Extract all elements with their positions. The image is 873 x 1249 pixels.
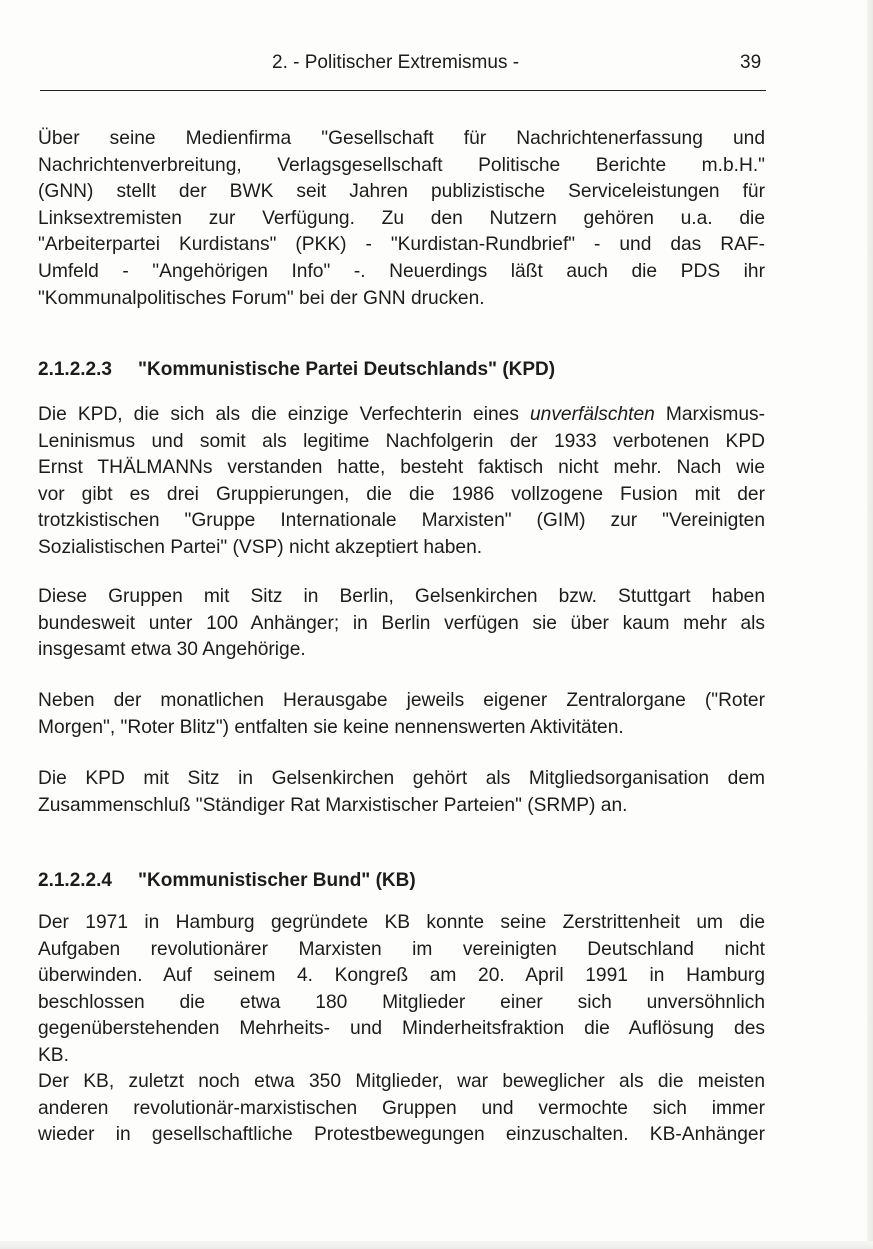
text-line: Diese Gruppen mit Sitz in Berlin, Gelsenkirchen bzw. Stuttgart haben xyxy=(38,586,765,607)
page-edge-shadow xyxy=(867,0,873,1249)
text-line: anderen revolutionär-marxistischen Gruppen und vermochte sich immer xyxy=(38,1097,765,1119)
paragraph-gnn xyxy=(38,126,765,312)
text-line: Sozialistischen Partei" (VSP) nicht akzeptiert haben. xyxy=(38,536,483,558)
text-line: KB. xyxy=(38,1044,69,1066)
header-rule xyxy=(40,90,766,91)
section-number: 2.1.2.2.3 xyxy=(38,359,112,380)
section-heading-kb xyxy=(38,870,416,892)
text-line: Neben der monatlichen Herausgabe jeweils eigener Zentralorgane ("Roter xyxy=(38,690,765,711)
text-line: Über seine Medienfirma "Gesellschaft für Nachrichtenerfassung und xyxy=(38,128,765,149)
text-line: bundesweit unter 100 Anhänger; in Berlin verfügen sie über kaum mehr als xyxy=(38,612,765,634)
text-line: beschlossen die etwa 180 Mitglieder einer sich unversöhnlich xyxy=(38,991,765,1013)
text-line: wieder in gesellschaftliche Protestbewegungen einzuschalten. KB-Anhänger xyxy=(38,1124,765,1146)
section-heading-kpd xyxy=(38,359,555,381)
text-run: Marxismus- xyxy=(665,404,765,425)
text-line: Nachrichtenverbreitung, Verlagsgesellschaft Politische Berichte m.b.H." xyxy=(38,154,765,176)
paragraph-srmp xyxy=(38,766,765,819)
text-line: Der 1971 in Hamburg gegründete KB konnte seine Zerstrittenheit um die xyxy=(38,912,765,933)
text-line: "Arbeiterpartei Kurdistans" (PKK) - "Kurdistan-Rundbrief" - und das RAF- xyxy=(38,234,765,256)
text-line: gegenüberstehenden Mehrheits- und Minderheitsfraktion die Auflösung des xyxy=(38,1018,765,1040)
text-line: Linksextremisten zur Verfügung. Zu den Nutzern gehören u.a. die xyxy=(38,207,765,229)
section-title: "Kommunistische Partei Deutschlands" (KPD) xyxy=(138,359,556,380)
text-run: Die KPD, die sich als die einzige Verfechterin eines xyxy=(38,404,519,425)
text-line: trotzkistischen "Gruppe Internationale Marxisten" (GIM) zur "Vereinigten xyxy=(38,510,765,532)
paragraph-kpd xyxy=(38,402,765,562)
text-line: Die KPD mit Sitz in Gelsenkirchen gehört als Mitgliedsorganisation dem xyxy=(38,768,765,789)
page-bottom-shadow xyxy=(0,1241,873,1249)
paragraph-organs xyxy=(38,688,765,741)
text-line: Aufgaben revolutionärer Marxisten im vereinigten Deutschland nicht xyxy=(38,938,765,960)
text-line: Zusammenschluß "Ständiger Rat Marxistischer Parteien" (SRMP) an. xyxy=(38,794,628,816)
running-title: 2. - Politischer Extremismus - xyxy=(272,52,520,73)
text-line xyxy=(38,402,765,429)
text-line: Ernst THÄLMANNs verstanden hatte, besteht faktisch nicht mehr. Nach wie xyxy=(38,457,765,479)
paragraph-groups xyxy=(38,584,765,664)
text-line: Umfeld - "Angehörigen Info" -. Neuerdings läßt auch die PDS ihr xyxy=(38,260,765,282)
running-header xyxy=(0,52,873,76)
paragraph-kb-dissolution xyxy=(38,910,765,1070)
text-line: Der KB, zuletzt noch etwa 350 Mitglieder, war beweglicher als die meisten xyxy=(38,1071,765,1092)
emphasis-text: unverfälschten xyxy=(530,404,655,425)
text-line: Leninismus und somit als legitime Nachfolgerin der 1933 verbotenen KPD xyxy=(38,430,765,452)
page-number: 39 xyxy=(740,52,762,73)
text-line: (GNN) stellt der BWK seit Jahren publizistische Serviceleistungen für xyxy=(38,181,765,203)
text-line: Morgen", "Roter Blitz") entfalten sie keine nennenswerten Aktivitäten. xyxy=(38,716,624,738)
section-number: 2.1.2.2.4 xyxy=(38,870,112,891)
text-line: überwinden. Auf seinem 4. Kongreß am 20. April 1991 in Hamburg xyxy=(38,965,765,987)
paragraph-kb-members xyxy=(38,1069,765,1149)
text-line: "Kommunalpolitisches Forum" bei der GNN drucken. xyxy=(38,287,485,309)
section-title: "Kommunistischer Bund" (KB) xyxy=(138,870,416,891)
text-line: insgesamt etwa 30 Angehörige. xyxy=(38,639,306,661)
text-line: vor gibt es drei Gruppierungen, die die 1986 vollzogene Fusion mit der xyxy=(38,483,765,505)
